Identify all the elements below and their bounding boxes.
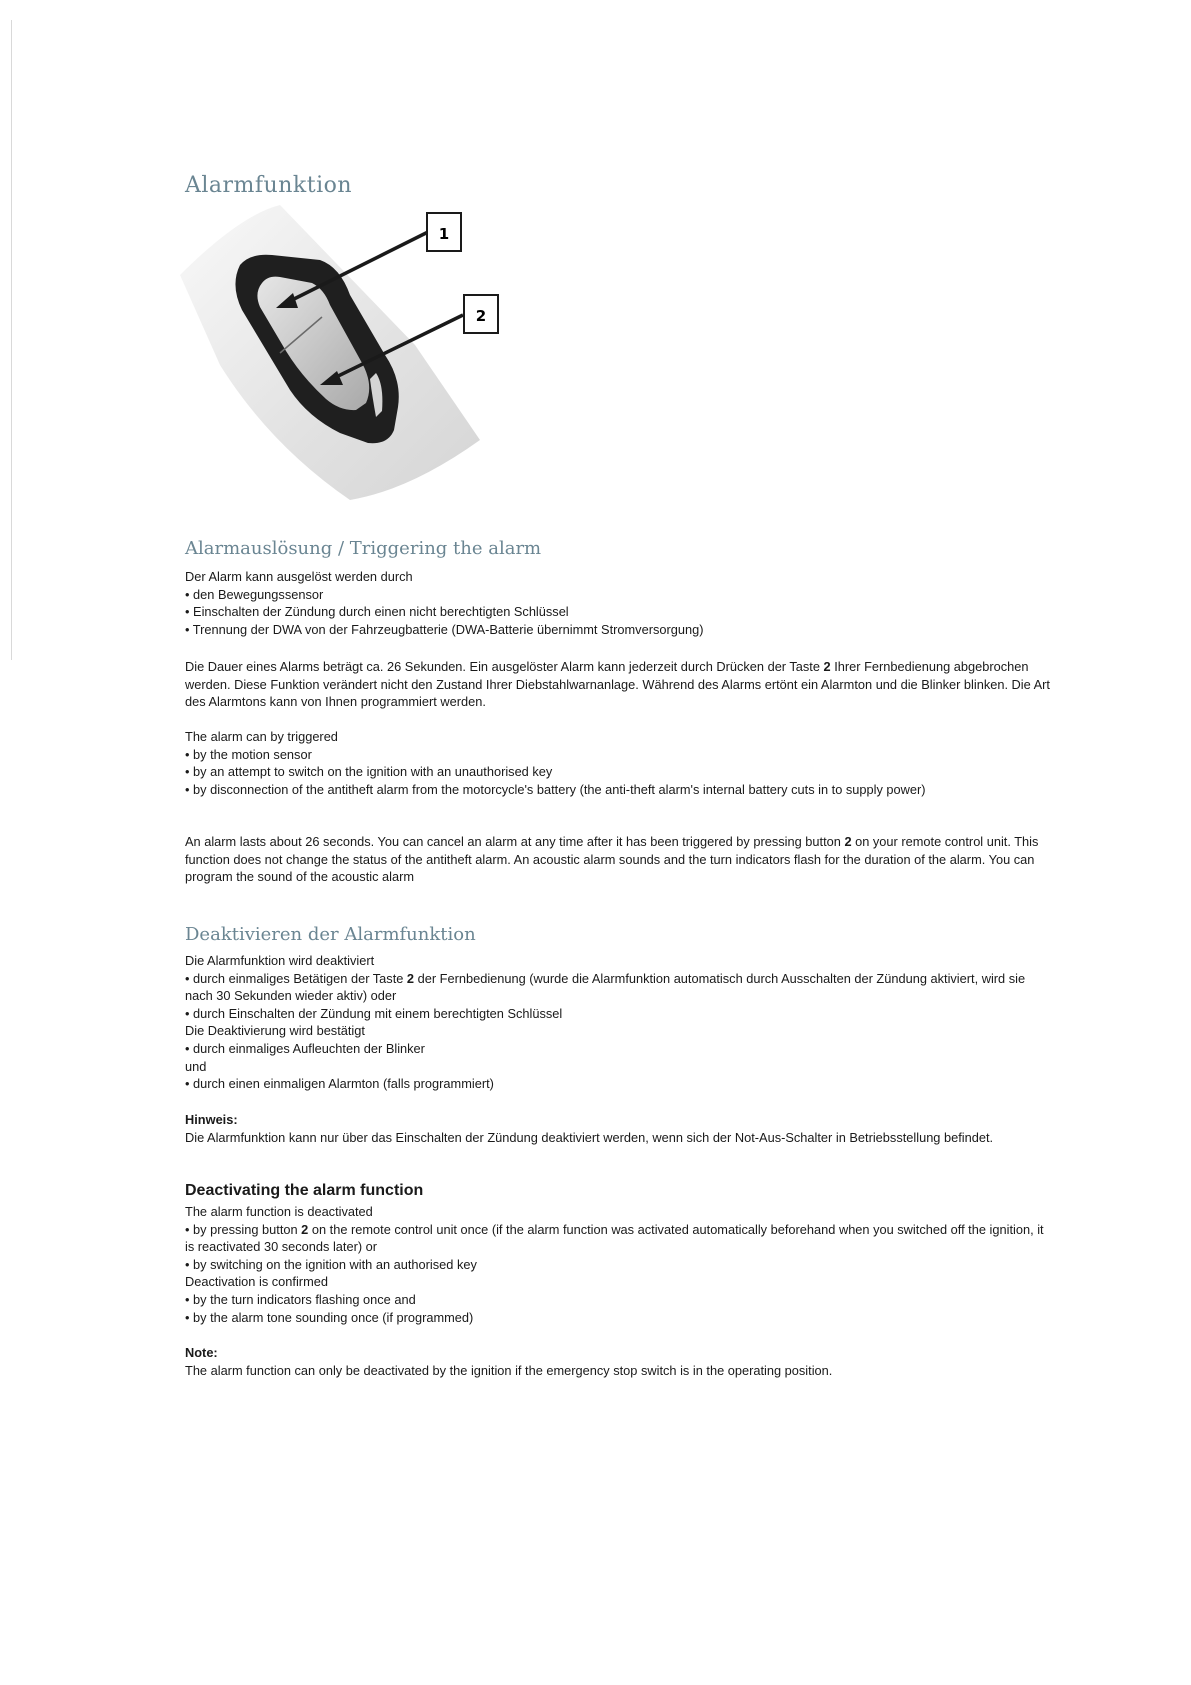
note-block <box>185 1344 1055 1379</box>
remote-control-illustration <box>180 205 550 505</box>
triggering-en-list <box>185 728 1055 798</box>
deactivation-en-intro: The alarm function is deactivated <box>185 1204 373 1219</box>
hint-label: Hinweis: <box>185 1112 238 1127</box>
deactivation-en-list <box>185 1203 1055 1326</box>
key-2-label: 2 <box>406 970 415 986</box>
list-item: • Einschalten der Zündung durch einen nicht berechtigten Schlüssel <box>185 604 569 620</box>
key-2-label: 2 <box>823 659 831 674</box>
key-2-label: 2 <box>844 834 852 849</box>
section-heading-deactivation: Deaktivieren der Alarmfunktion <box>185 924 476 945</box>
remote-control-figure <box>180 205 550 505</box>
callout-label-1: 1 <box>438 225 450 243</box>
list-item: • by switching on the ignition with an authorised key <box>185 1256 477 1272</box>
list-item: • durch einen einmaligen Alarmton (falls programmiert) <box>185 1076 494 1092</box>
list-item: • by an attempt to switch on the ignition with an unauthorised key <box>185 764 553 780</box>
list-item: • by the motion sensor <box>185 746 312 762</box>
list-item: • Trennung der DWA von der Fahrzeugbatterie (DWA-Batterie übernimmt Stromversorgung) <box>185 621 704 637</box>
triggering-en-duration: An alarm lasts about 26 seconds. You can cancel an alarm at any time after it has been triggered by pressing button 2 on your remote control unit. This function does not change the status of the antitheft alarm. An acoustic alarm sounds and the turn indicators flash for the duration of the alarm. You can program the sound of the acoustic alarm <box>185 834 1039 885</box>
note-label: Note: <box>185 1345 218 1360</box>
triggering-de-list <box>185 568 1055 638</box>
list-item: • by disconnection of the antitheft alarm from the motorcycle's battery (the anti-theft alarm's internal battery cuts in to supply power) <box>185 781 926 797</box>
list-item: • by pressing button 2 on the remote control unit once (if the alarm function was activated automatically beforehand when you switched off the ignition, it is reactivated 30 seconds later) or <box>185 1221 1044 1255</box>
conjunction-und: und <box>185 1058 207 1074</box>
deactivation-en-confirm: Deactivation is confirmed <box>185 1274 328 1290</box>
list-item: • den Bewegungssensor <box>185 586 324 602</box>
list-item: • by the alarm tone sounding once (if programmed) <box>185 1309 474 1325</box>
section-heading-triggering: Alarmauslösung / Triggering the alarm <box>185 538 542 559</box>
triggering-en-intro: The alarm can by triggered <box>185 729 338 744</box>
triggering-de-intro: Der Alarm kann ausgelöst werden durch <box>185 569 413 584</box>
note-text: The alarm function can only be deactivated by the ignition if the emergency stop switch is in the operating position. <box>185 1362 833 1378</box>
section-heading-deactivating-en: Deactivating the alarm function <box>185 1182 424 1199</box>
deactivation-de-intro: Die Alarmfunktion wird deaktiviert <box>185 953 375 968</box>
list-item: • durch einmaliges Aufleuchten der Blinker <box>185 1040 425 1056</box>
deactivation-de-confirm: Die Deaktivierung wird bestätigt <box>185 1023 365 1039</box>
list-item: • by the turn indicators flashing once and <box>185 1291 416 1307</box>
callout-label-2: 2 <box>475 307 487 325</box>
hint-text: Die Alarmfunktion kann nur über das Einschalten der Zündung deaktiviert werden, wenn sich der Not-Aus-Schalter in Betriebsstellung befindet. <box>185 1129 994 1145</box>
scan-edge-line <box>11 20 12 660</box>
page-title: Alarmfunktion <box>185 173 353 198</box>
list-item: • durch einmaliges Betätigen der Taste 2 der Fernbedienung (wurde die Alarmfunktion automatisch durch Ausschalten der Zündung aktiviert, wird sie nach 30 Sekunden wieder aktiv) oder <box>185 970 1026 1004</box>
list-item: • durch Einschalten der Zündung mit einem berechtigten Schlüssel <box>185 1005 563 1021</box>
key-2-label: 2 <box>301 1221 309 1237</box>
deactivation-de-list <box>185 952 1055 1093</box>
triggering-de-duration: Die Dauer eines Alarms beträgt ca. 26 Sekunden. Ein ausgelöster Alarm kann jederzeit durch Drücken der Taste 2 Ihrer Fernbedienung abgebrochen werden. Diese Funktion verändert nicht den Zustand Ihrer Diebstahlwarnanlage. Während des Alarms ertönt ein Alarmton und die Blinker blinken. Die Art des Alarmtons kann von Ihnen programmiert werden. <box>185 659 1050 710</box>
hint-block <box>185 1111 1055 1146</box>
